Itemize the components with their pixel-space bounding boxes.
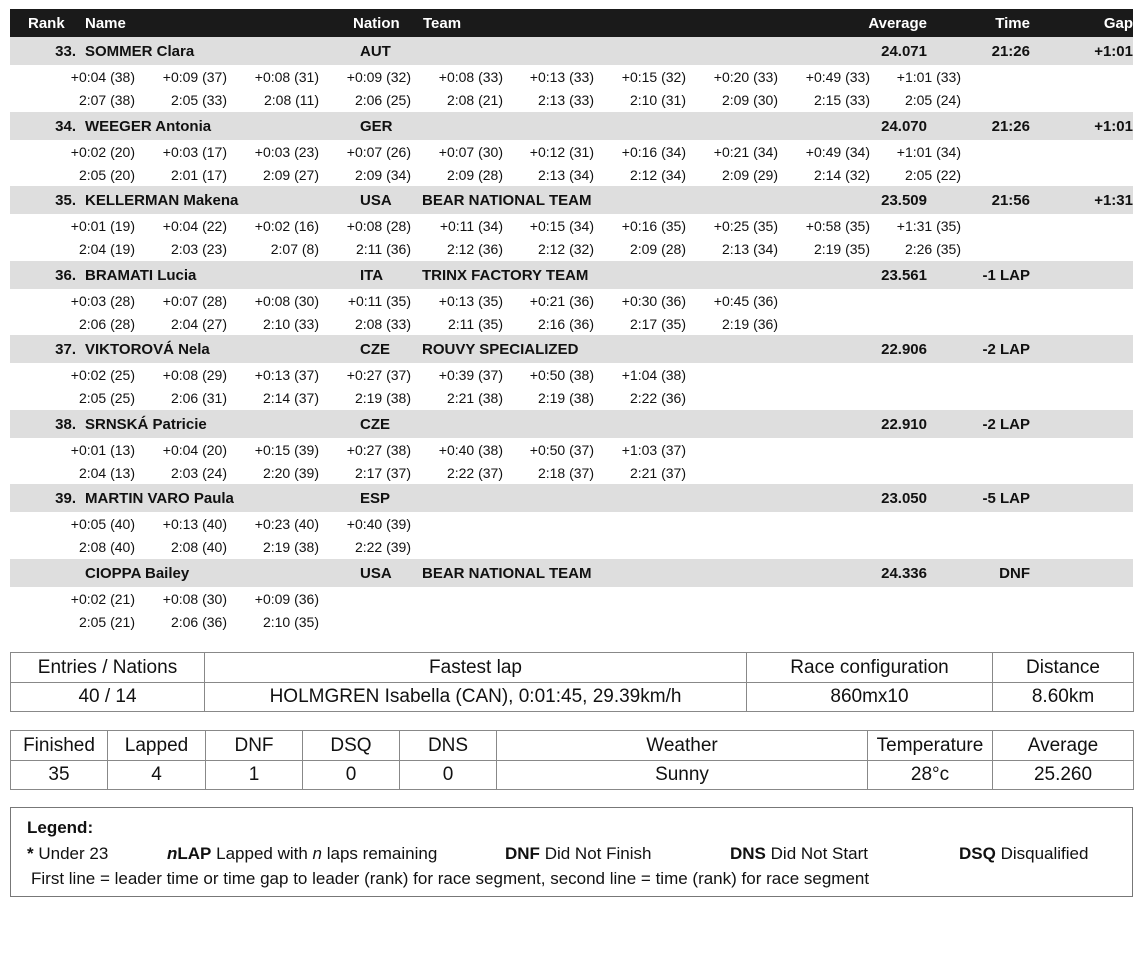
legend-under23-text: Under 23 bbox=[38, 844, 109, 863]
time-header: Time bbox=[995, 15, 1030, 32]
segment-gap-cell: +0:16 (34) bbox=[621, 143, 686, 160]
segment-gap-cell: +0:08 (29) bbox=[162, 367, 227, 383]
rider-name: CIOPPA Bailey bbox=[85, 564, 190, 582]
segment-time-cell: 2:19 (38) bbox=[537, 390, 594, 406]
segment-time-cell: 2:17 (35) bbox=[629, 315, 686, 332]
segment-gap-cell: +1:01 (34) bbox=[896, 143, 961, 160]
segment-gap-cell: +0:04 (22) bbox=[162, 218, 227, 234]
segment-time-cell: 2:04 (27) bbox=[170, 315, 227, 332]
average-header: Average bbox=[868, 15, 927, 32]
legend-lapped-key-n: n bbox=[167, 844, 178, 863]
rider-entry bbox=[10, 186, 1133, 261]
segment-time-cell: 2:22 (37) bbox=[446, 464, 503, 481]
segment-time-cell: 2:06 (28) bbox=[78, 315, 135, 332]
rider-row bbox=[10, 410, 1133, 438]
rider-row bbox=[10, 261, 1133, 289]
rider-row bbox=[10, 335, 1133, 363]
name-header: Name bbox=[85, 15, 126, 32]
segment-time-cell: 2:16 (36) bbox=[537, 315, 594, 332]
segment-gap-cell: +0:03 (17) bbox=[162, 143, 227, 160]
rider-nation: CZE bbox=[360, 341, 390, 358]
rider-entry bbox=[10, 559, 1133, 634]
rider-entry bbox=[10, 37, 1133, 112]
segment-time-cell: 2:11 (35) bbox=[448, 315, 503, 332]
segment-gap-cell: +0:08 (31) bbox=[254, 69, 319, 85]
rider-entry bbox=[10, 112, 1133, 187]
segment-gap-line bbox=[10, 218, 1010, 238]
weather-value: Sunny bbox=[497, 761, 868, 790]
rider-time: -2 LAP bbox=[982, 415, 1030, 433]
rider-average: 24.071 bbox=[881, 43, 927, 60]
fastest-lap-value: HOLMGREN Isabella (CAN), 0:01:45, 29.39km/h bbox=[205, 683, 747, 712]
legend-dsq-text: Disqualified bbox=[1000, 844, 1089, 863]
segment-gap-cell: +0:08 (28) bbox=[346, 218, 411, 234]
segment-gap-cell: +0:21 (36) bbox=[529, 292, 594, 309]
segment-time-cell: 2:08 (33) bbox=[354, 315, 411, 332]
segment-gap-cell: +0:12 (31) bbox=[529, 143, 594, 160]
rider-entry bbox=[10, 335, 1133, 410]
segment-time-cell: 2:22 (39) bbox=[354, 539, 411, 555]
segment-gap-line bbox=[10, 144, 1010, 164]
segment-gap-cell: +0:49 (33) bbox=[805, 69, 870, 85]
segment-time-cell: 2:05 (22) bbox=[904, 166, 961, 183]
rider-entry bbox=[10, 410, 1133, 485]
segment-time-cell: 2:21 (38) bbox=[446, 390, 503, 406]
segment-gap-cell: +0:13 (37) bbox=[254, 367, 319, 383]
rider-time: 21:26 bbox=[991, 117, 1030, 135]
lapped-value: 4 bbox=[108, 761, 206, 790]
legend-dnf-text: Did Not Finish bbox=[544, 844, 652, 863]
segment-time-cell: 2:22 (36) bbox=[629, 390, 686, 406]
segment-gap-cell: +0:25 (35) bbox=[713, 218, 778, 234]
rider-row bbox=[10, 186, 1133, 214]
team-header: Team bbox=[423, 15, 462, 32]
segment-gap-cell: +0:13 (40) bbox=[162, 516, 227, 532]
segment-gap-cell: +0:02 (16) bbox=[254, 218, 319, 234]
segment-gap-cell: +0:58 (35) bbox=[805, 218, 870, 234]
segment-time-cell: 2:05 (20) bbox=[78, 166, 135, 183]
rider-row bbox=[10, 559, 1133, 587]
segment-time-cell: 2:14 (37) bbox=[262, 390, 319, 406]
segment-gap-cell: +0:04 (20) bbox=[162, 441, 227, 458]
segment-time-cell: 2:09 (29) bbox=[721, 166, 778, 183]
segment-time-cell: 2:11 (36) bbox=[356, 241, 411, 257]
rider-entry bbox=[10, 484, 1133, 559]
segment-gap-cell: +0:02 (21) bbox=[70, 590, 135, 607]
segment-time-cell: 2:01 (17) bbox=[170, 166, 227, 183]
finished-label: Finished bbox=[11, 731, 108, 761]
results-list bbox=[10, 37, 1133, 633]
rider-nation: AUT bbox=[360, 43, 391, 60]
rider-team: BEAR NATIONAL TEAM bbox=[422, 564, 592, 582]
segment-gap-cell: +0:27 (38) bbox=[346, 441, 411, 458]
segment-time-cell: 2:03 (24) bbox=[170, 464, 227, 481]
rider-nation: USA bbox=[360, 564, 392, 582]
segment-time-cell: 2:19 (38) bbox=[354, 390, 411, 406]
segment-gap-cell: +0:45 (36) bbox=[713, 292, 778, 309]
rider-row bbox=[10, 37, 1133, 65]
segment-gap-cell: +0:03 (28) bbox=[70, 292, 135, 309]
segment-time-cell: 2:05 (25) bbox=[78, 390, 135, 406]
rider-name: KELLERMAN Makena bbox=[85, 192, 239, 209]
segment-gap-cell: +0:08 (33) bbox=[438, 69, 503, 85]
legend-under23-key: * bbox=[27, 844, 34, 863]
rider-row bbox=[10, 484, 1133, 512]
segment-gap-cell: +0:16 (35) bbox=[621, 218, 686, 234]
finished-value: 35 bbox=[11, 761, 108, 790]
segment-time-cell: 2:21 (37) bbox=[629, 464, 686, 481]
rider-team: TRINX FACTORY TEAM bbox=[422, 266, 589, 284]
segment-gap-cell: +0:27 (37) bbox=[346, 367, 411, 383]
segment-time-cell: 2:12 (34) bbox=[629, 166, 686, 183]
rider-average: 22.910 bbox=[881, 415, 927, 433]
segment-time-cell: 2:15 (33) bbox=[813, 92, 870, 108]
segment-time-cell: 2:19 (36) bbox=[721, 315, 778, 332]
segment-time-line bbox=[10, 539, 1010, 559]
entries-value: 40 / 14 bbox=[11, 683, 205, 712]
dsq-value: 0 bbox=[303, 761, 400, 790]
average-speed-label: Average bbox=[993, 731, 1134, 761]
race-config-label: Race configuration bbox=[747, 653, 993, 683]
legend-dns bbox=[730, 844, 868, 864]
rider-nation: USA bbox=[360, 192, 392, 209]
weather-label: Weather bbox=[497, 731, 868, 761]
rider-entry bbox=[10, 261, 1133, 336]
segment-time-cell: 2:20 (39) bbox=[262, 464, 319, 481]
legend-lapped-key: LAP bbox=[177, 844, 212, 863]
segment-time-cell: 2:13 (33) bbox=[537, 92, 594, 108]
dnf-label: DNF bbox=[206, 731, 303, 761]
segment-gap-cell: +0:11 (34) bbox=[439, 218, 503, 234]
segment-time-cell: 2:09 (28) bbox=[446, 166, 503, 183]
segment-time-cell: 2:19 (35) bbox=[813, 241, 870, 257]
gap-header: Gap bbox=[1103, 15, 1133, 32]
segment-gap-cell: +0:50 (38) bbox=[529, 367, 594, 383]
segment-gap-cell: +0:04 (38) bbox=[70, 69, 135, 85]
segment-gap-cell: +1:01 (33) bbox=[896, 69, 961, 85]
segment-time-cell: 2:04 (19) bbox=[78, 241, 135, 257]
segment-gap-cell: +0:01 (19) bbox=[70, 218, 135, 234]
segment-gap-cell: +0:08 (30) bbox=[162, 590, 227, 607]
race-stats-table bbox=[10, 730, 1134, 790]
rider-time: 21:56 bbox=[991, 192, 1030, 209]
segment-time-cell: 2:07 (8) bbox=[270, 241, 319, 257]
race-info-table bbox=[10, 652, 1134, 712]
segment-gap-cell: +0:15 (39) bbox=[254, 441, 319, 458]
segment-gap-cell: +0:02 (20) bbox=[70, 143, 135, 160]
segment-gap-line bbox=[10, 367, 1010, 387]
legend-dns-text: Did Not Start bbox=[770, 844, 868, 863]
segment-time-line bbox=[10, 465, 1010, 485]
rider-nation: GER bbox=[360, 117, 393, 135]
segment-gap-cell: +0:13 (35) bbox=[438, 292, 503, 309]
segment-time-cell: 2:08 (40) bbox=[170, 539, 227, 555]
segment-gap-cell: +0:49 (34) bbox=[805, 143, 870, 160]
average-speed-value: 25.260 bbox=[993, 761, 1134, 790]
segment-time-cell: 2:10 (31) bbox=[629, 92, 686, 108]
segment-gap-line bbox=[10, 442, 1010, 462]
segment-time-cell: 2:10 (33) bbox=[262, 315, 319, 332]
segment-gap-cell: +0:50 (37) bbox=[529, 441, 594, 458]
legend-lapped-text-b: laps remaining bbox=[326, 844, 438, 863]
rider-time: DNF bbox=[999, 564, 1030, 582]
segment-time-cell: 2:08 (21) bbox=[446, 92, 503, 108]
segment-time-cell: 2:09 (27) bbox=[262, 166, 319, 183]
segment-time-cell: 2:07 (38) bbox=[78, 92, 135, 108]
segment-gap-cell: +0:02 (25) bbox=[70, 367, 135, 383]
segment-gap-cell: +0:40 (38) bbox=[438, 441, 503, 458]
segment-time-cell: 2:06 (31) bbox=[170, 390, 227, 406]
rider-gap: +1:01 bbox=[1094, 117, 1133, 135]
segment-gap-cell: +0:01 (13) bbox=[70, 441, 135, 458]
race-config-value: 860mx10 bbox=[747, 683, 993, 712]
rider-name: WEEGER Antonia bbox=[85, 117, 212, 135]
segment-gap-line bbox=[10, 516, 1010, 536]
segment-gap-cell: +1:04 (38) bbox=[621, 367, 686, 383]
segment-gap-cell: +0:09 (32) bbox=[346, 69, 411, 85]
rider-name: VIKTOROVÁ Nela bbox=[85, 341, 210, 358]
rider-row bbox=[10, 112, 1133, 140]
segment-gap-cell: +0:11 (35) bbox=[347, 292, 411, 309]
segment-gap-cell: +1:31 (35) bbox=[896, 218, 961, 234]
rider-rank: 33. bbox=[55, 43, 76, 60]
segment-gap-line bbox=[10, 293, 1010, 313]
entries-label: Entries / Nations bbox=[11, 653, 205, 683]
segment-time-line bbox=[10, 390, 1010, 410]
legend-dsq bbox=[959, 844, 1088, 864]
segment-gap-cell: +0:39 (37) bbox=[438, 367, 503, 383]
segment-time-cell: 2:10 (35) bbox=[262, 613, 319, 630]
rider-name: SRNSKÁ Patricie bbox=[85, 415, 207, 433]
rider-team: ROUVY SPECIALIZED bbox=[422, 341, 579, 358]
segment-time-cell: 2:05 (24) bbox=[904, 92, 961, 108]
dns-value: 0 bbox=[400, 761, 497, 790]
rider-time: 21:26 bbox=[991, 43, 1030, 60]
segment-time-cell: 2:14 (32) bbox=[813, 166, 870, 183]
segment-gap-cell: +0:07 (28) bbox=[162, 292, 227, 309]
segment-gap-cell: +0:03 (23) bbox=[254, 143, 319, 160]
segment-gap-cell: +0:15 (34) bbox=[529, 218, 594, 234]
segment-time-cell: 2:04 (13) bbox=[78, 464, 135, 481]
rider-average: 23.561 bbox=[881, 266, 927, 284]
legend-title: Legend: bbox=[27, 818, 94, 837]
rider-nation: CZE bbox=[360, 415, 390, 433]
segment-gap-cell: +0:08 (30) bbox=[254, 292, 319, 309]
segment-time-cell: 2:03 (23) bbox=[170, 241, 227, 257]
segment-gap-cell: +0:13 (33) bbox=[529, 69, 594, 85]
nation-header: Nation bbox=[353, 15, 400, 32]
rider-average: 24.336 bbox=[881, 564, 927, 582]
segment-time-cell: 2:08 (40) bbox=[78, 539, 135, 555]
segment-time-cell: 2:12 (32) bbox=[537, 241, 594, 257]
segment-time-cell: 2:09 (34) bbox=[354, 166, 411, 183]
segment-time-line bbox=[10, 316, 1010, 336]
segment-gap-cell: +1:03 (37) bbox=[621, 441, 686, 458]
segment-time-cell: 2:12 (36) bbox=[446, 241, 503, 257]
temperature-label: Temperature bbox=[868, 731, 993, 761]
segment-time-cell: 2:18 (37) bbox=[537, 464, 594, 481]
segment-time-cell: 2:17 (37) bbox=[354, 464, 411, 481]
segment-time-cell: 2:06 (36) bbox=[170, 613, 227, 630]
legend-under23 bbox=[27, 844, 108, 864]
rider-time: -1 LAP bbox=[982, 266, 1030, 284]
segment-time-line bbox=[10, 167, 1010, 187]
rider-gap: +1:31 bbox=[1094, 192, 1133, 209]
rider-average: 24.070 bbox=[881, 117, 927, 135]
segment-gap-cell: +0:07 (26) bbox=[346, 143, 411, 160]
rider-nation: ESP bbox=[360, 490, 391, 507]
segment-gap-cell: +0:09 (36) bbox=[254, 590, 319, 607]
segment-time-cell: 2:09 (30) bbox=[721, 92, 778, 108]
segment-gap-cell: +0:30 (36) bbox=[621, 292, 686, 309]
segment-time-cell: 2:13 (34) bbox=[537, 166, 594, 183]
segment-time-cell: 2:08 (11) bbox=[264, 92, 319, 108]
rider-team: BEAR NATIONAL TEAM bbox=[422, 192, 592, 209]
rider-rank: 36. bbox=[55, 266, 76, 284]
legend-dnf bbox=[505, 844, 651, 864]
segment-gap-cell: +0:09 (37) bbox=[162, 69, 227, 85]
legend-lapped-text-n: n bbox=[312, 844, 323, 863]
segment-time-line bbox=[10, 92, 1010, 112]
segment-time-cell: 2:09 (28) bbox=[629, 241, 686, 257]
distance-value: 8.60km bbox=[993, 683, 1134, 712]
segment-time-line bbox=[10, 241, 1010, 261]
rider-average: 22.906 bbox=[881, 341, 927, 358]
segment-time-cell: 2:06 (25) bbox=[354, 92, 411, 108]
segment-gap-cell: +0:07 (30) bbox=[438, 143, 503, 160]
rider-rank: 34. bbox=[55, 117, 76, 135]
rider-nation: ITA bbox=[360, 266, 384, 284]
segment-time-cell: 2:13 (34) bbox=[721, 241, 778, 257]
segment-time-cell: 2:05 (21) bbox=[78, 613, 135, 630]
legend-dnf-key: DNF bbox=[505, 844, 540, 863]
segment-time-cell: 2:05 (33) bbox=[170, 92, 227, 108]
rider-name: MARTIN VARO Paula bbox=[85, 490, 234, 507]
legend-dns-key: DNS bbox=[730, 844, 766, 863]
segment-gap-cell: +0:20 (33) bbox=[713, 69, 778, 85]
rider-average: 23.509 bbox=[881, 192, 927, 209]
rider-name: BRAMATI Lucia bbox=[85, 266, 197, 284]
rider-name: SOMMER Clara bbox=[85, 43, 195, 60]
segment-time-line bbox=[10, 614, 1010, 634]
segment-time-cell: 2:19 (38) bbox=[262, 539, 319, 555]
legend-box bbox=[10, 807, 1133, 897]
rider-rank: 38. bbox=[55, 415, 76, 433]
segment-gap-cell: +0:40 (39) bbox=[346, 516, 411, 532]
rider-rank: 39. bbox=[55, 490, 76, 507]
legend-dsq-key: DSQ bbox=[959, 844, 996, 863]
rider-gap: +1:01 bbox=[1094, 43, 1133, 60]
dnf-value: 1 bbox=[206, 761, 303, 790]
temperature-value: 28°c bbox=[868, 761, 993, 790]
rider-rank: 37. bbox=[55, 341, 76, 358]
segment-gap-cell: +0:21 (34) bbox=[713, 143, 778, 160]
legend-lapped-text-a: Lapped with bbox=[216, 844, 308, 863]
results-header bbox=[10, 9, 1133, 37]
segment-gap-line bbox=[10, 591, 1010, 611]
lapped-label: Lapped bbox=[108, 731, 206, 761]
segment-gap-cell: +0:05 (40) bbox=[70, 516, 135, 532]
rank-header: Rank bbox=[28, 15, 65, 32]
segment-time-cell: 2:26 (35) bbox=[904, 241, 961, 257]
legend-note: First line = leader time or time gap to leader (rank) for race segment, second line = time (rank) for race segment bbox=[31, 869, 870, 888]
segment-gap-cell: +0:15 (32) bbox=[621, 69, 686, 85]
distance-label: Distance bbox=[993, 653, 1134, 683]
rider-average: 23.050 bbox=[881, 490, 927, 507]
rider-time: -5 LAP bbox=[982, 490, 1030, 507]
segment-gap-cell: +0:23 (40) bbox=[254, 516, 319, 532]
dsq-label: DSQ bbox=[303, 731, 400, 761]
fastest-lap-label: Fastest lap bbox=[205, 653, 747, 683]
legend-lapped bbox=[167, 844, 437, 864]
segment-gap-line bbox=[10, 69, 1010, 89]
rider-time: -2 LAP bbox=[982, 341, 1030, 358]
rider-rank: 35. bbox=[55, 192, 76, 209]
dns-label: DNS bbox=[400, 731, 497, 761]
